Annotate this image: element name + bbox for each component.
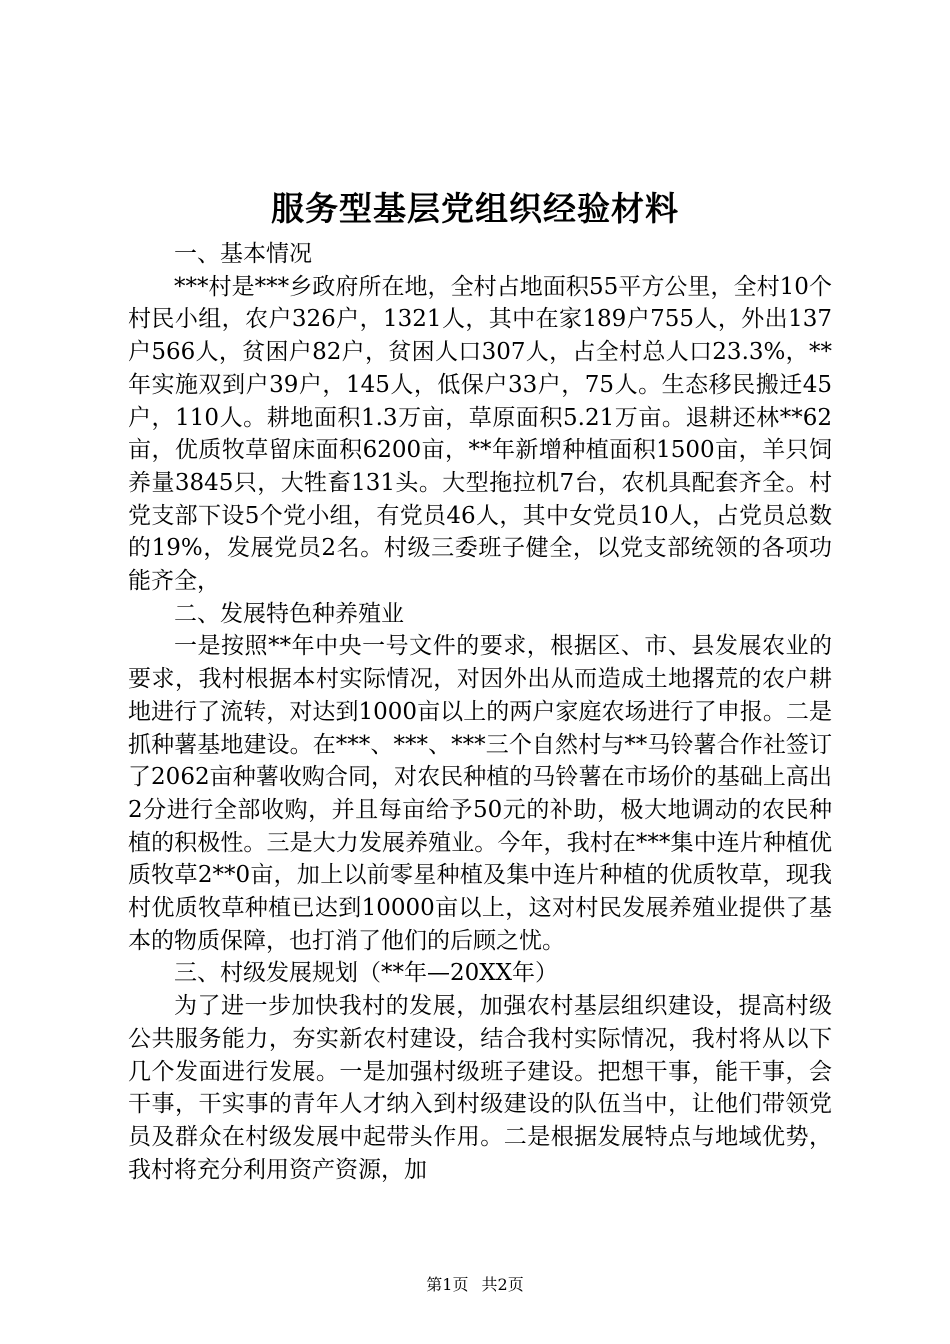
page-number-current: 第1页 [426,1275,469,1294]
document-body [128,238,832,1186]
paragraph-planning: 为了进一步加快我村的发展，加强农村基层组织建设，提高村级公共服务能力，夯实新农村建设，结合我村实际情况，我村将从以下几个发面进行发展。一是加强村级班子建设。把想干事，能干事，会干事，干实事的青年人才纳入到村级建设的队伍当中，让他们带领党员及群众在村级发展中起带头作用。二是根据发展特点与地域优势，我村将充分利用资产资源，加 [128,993,832,1183]
paragraph-basic-info: ***村是***乡政府所在地，全村占地面积55平方公里，全村10个村民小组，农户326户，1321人，其中在家189户755人，外出137户566人，贫困户82户，贫困人口307人，占全村总人口23.3%，**年实施双到户39户，145人，低保户33户，75人。生态移民搬迁45户，110人。耕地面积1.3万亩，草原面积5.21万亩。退耕还林**62亩，优质牧草留床面积6200亩，**年新增种植面积1500亩，羊只饲养量3845只，大牲畜131头。大型拖拉机7台，农机具配套齐全。村党支部下设5个党小组，有党员46人，其中女党员10人，占党员总数的19%，发展党员2名。村级三委班子健全，以党支部统领的各项功能齐全， [128,273,832,595]
document-title: 服务型基层党组织经验材料 [271,189,679,228]
page-number-total: 共2页 [481,1275,524,1294]
paragraph-farming: 一是按照**年中央一号文件的要求，根据区、市、县发展农业的要求，我村根据本村实际情况，对因外出从而造成土地撂荒的农户耕地进行了流转，对达到1000亩以上的两户家庭农场进行了申报。二是抓种薯基地建设。在***、***、***三个自然村与**马铃薯合作社签订了2062亩种薯收购合同，对农民种植的马铃薯在市场价的基础上高出2分进行全部收购，并且每亩给予50元的补助，极大地调动的农民种植的积极性。三是大力发展养殖业。今年，我村在***集中连片种植优质牧草2**0亩，加上以前零星种植及集中连片种植的优质牧草，现我村优质牧草种植已达到10000亩以上，这对村民发展养殖业提供了基本的物质保障，也打消了他们的后顾之忧。 [128,633,832,954]
page-footer [0,1274,950,1296]
section-heading-basic-info: 一、基本情况 [174,241,312,267]
section-heading-planning: 三、村级发展规划（**年—20XX年） [174,960,559,987]
section-heading-farming: 二、发展特色种养殖业 [174,600,404,627]
